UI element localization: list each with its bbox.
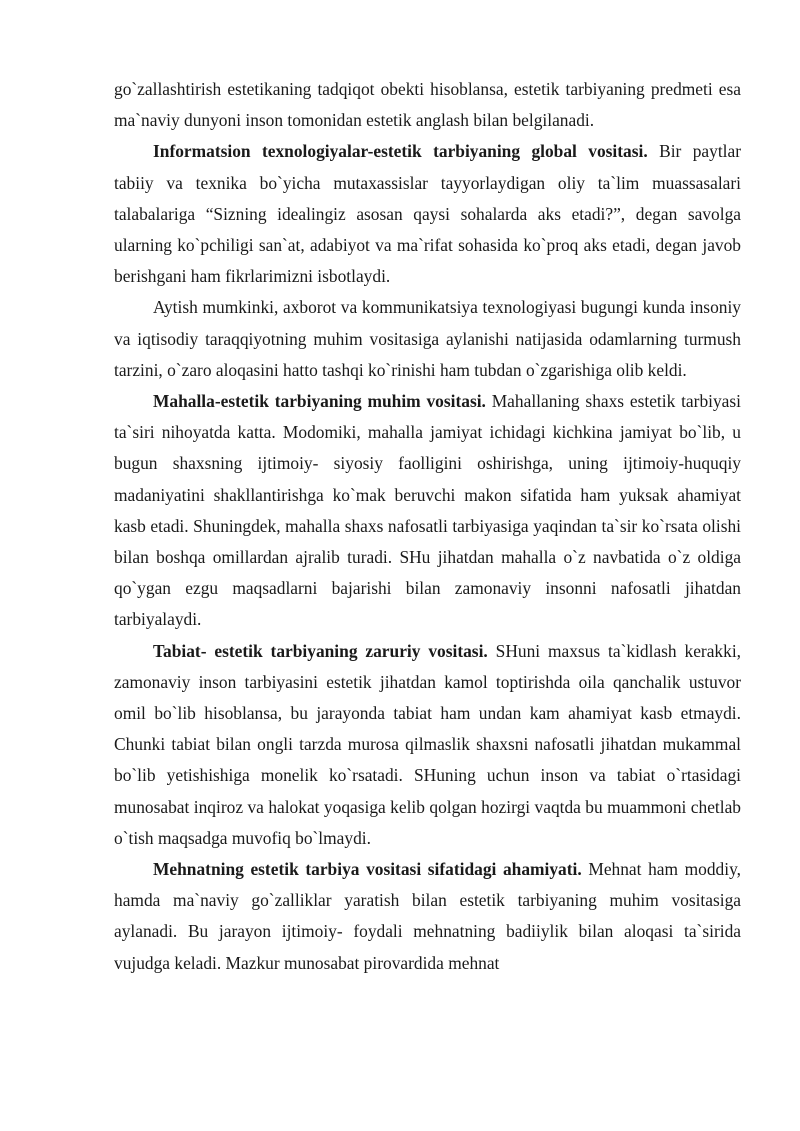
paragraph-heading: Mahalla-estetik tarbiyaning muhim vositasi. [153,391,486,412]
paragraph-heading: Mehnatning estetik tarbiya vositasi sifatidagi ahamiyati. [153,859,582,880]
paragraph-mehnat [114,854,741,979]
paragraph-text: Mahallaning shaxs estetik tarbiyasi ta`siri nihoyatda katta. Modomiki, mahalla jamiyat ichidagi kichkina jamiyat bo`lib, u bugun shaxsning ijtimoiy- siyosiy faolligini oshirishga, uning ijtimoiy-huquqiy madaniyatini shakllantirishga ko`mak beruvchi makon sifatida ham yuksak ahamiyat kasb etadi. Shuningdek, mahalla shaxs nafosatli tarbiyasiga yaqindan ta`sir ko`rsata olishi bilan boshqa omillardan ajralib turadi. SHu jihatdan mahalla o`z navbatida o`z oldiga qo`ygan ezgu maqsadlarni bajarishi bilan zamonaviy insonni nafosatli jihatdan tarbiyalaydi. [114,391,741,630]
paragraph-text: Aytish mumkinki, axborot va kommunikatsiya texnologiyasi bugungi kunda insoniy va iqtisodiy taraqqiyotning muhim vositasiga aylanishi natijasida odamlarning turmush tarzini, o`zaro aloqasini hatto tashqi ko`rinishi ham tubdan o`zgarishiga olib keldi. [114,297,741,380]
paragraph-tabiat [114,636,741,854]
paragraph-text: SHuni maxsus ta`kidlash kerakki, zamonaviy inson tarbiyasini estetik jihatdan kamol toptirishda oila qanchalik ustuvor omil bo`lib hisoblansa, bu jarayonda tabiat ham undan kam ahamiyat kasb etmaydi. Chunki tabiat bilan ongli tarzda murosa qilmaslik shaxsni nafosatli jihatdan mukammal bo`lib yetishishiga monelik ko`rsatadi. SHuning uchun inson va tabiat o`rtasidagi munosabat inqiroz va halokat yoqasiga kelib qolgan hozirgi vaqtda bu muammoni chetlab o`tish maqsadga muvofiq bo`lmaydi. [114,640,742,848]
document-page [114,74,741,979]
paragraph-heading: Informatsion texnologiyalar-estetik tarbiyaning global vositasi. [153,141,648,162]
paragraph-text: Bir paytlar tabiiy va texnika bo`yicha mutaxassislar tayyorlaydigan oliy ta`lim muassasalari talabalariga “Sizning idealingiz asosan qaysi sohalarda aks etadi?”, degan savolga ularning ko`pchiligi san`at, adabiyot va ma`rifat sohasida ko`proq aks etadi, degan javob berishgani ham fikrlarimizni isbotlaydi. [114,141,742,287]
paragraph-axborot [114,292,741,386]
paragraph-informatsion-texnologiyalar [114,136,741,292]
paragraph-mahalla [114,386,741,636]
paragraph-text: go`zallashtirish estetikaning tadqiqot obekti hisoblansa, estetik tarbiyaning predmeti esa ma`naviy dunyoni inson tomonidan estetik anglash bilan belgilanadi. [114,79,741,131]
paragraph-continuation [114,74,741,136]
paragraph-heading: Tabiat- estetik tarbiyaning zaruriy vositasi. [153,640,488,661]
paragraph-text: Mehnat ham moddiy, hamda ma`naviy go`zalliklar yaratish bilan estetik tarbiyaning muhim vositasiga aylanadi. Bu jarayon ijtimoiy- foydali mehnatning badiiylik bilan aloqasi ta`sirida vujudga keladi. Mazkur munosabat pirovardida mehnat [114,859,742,973]
